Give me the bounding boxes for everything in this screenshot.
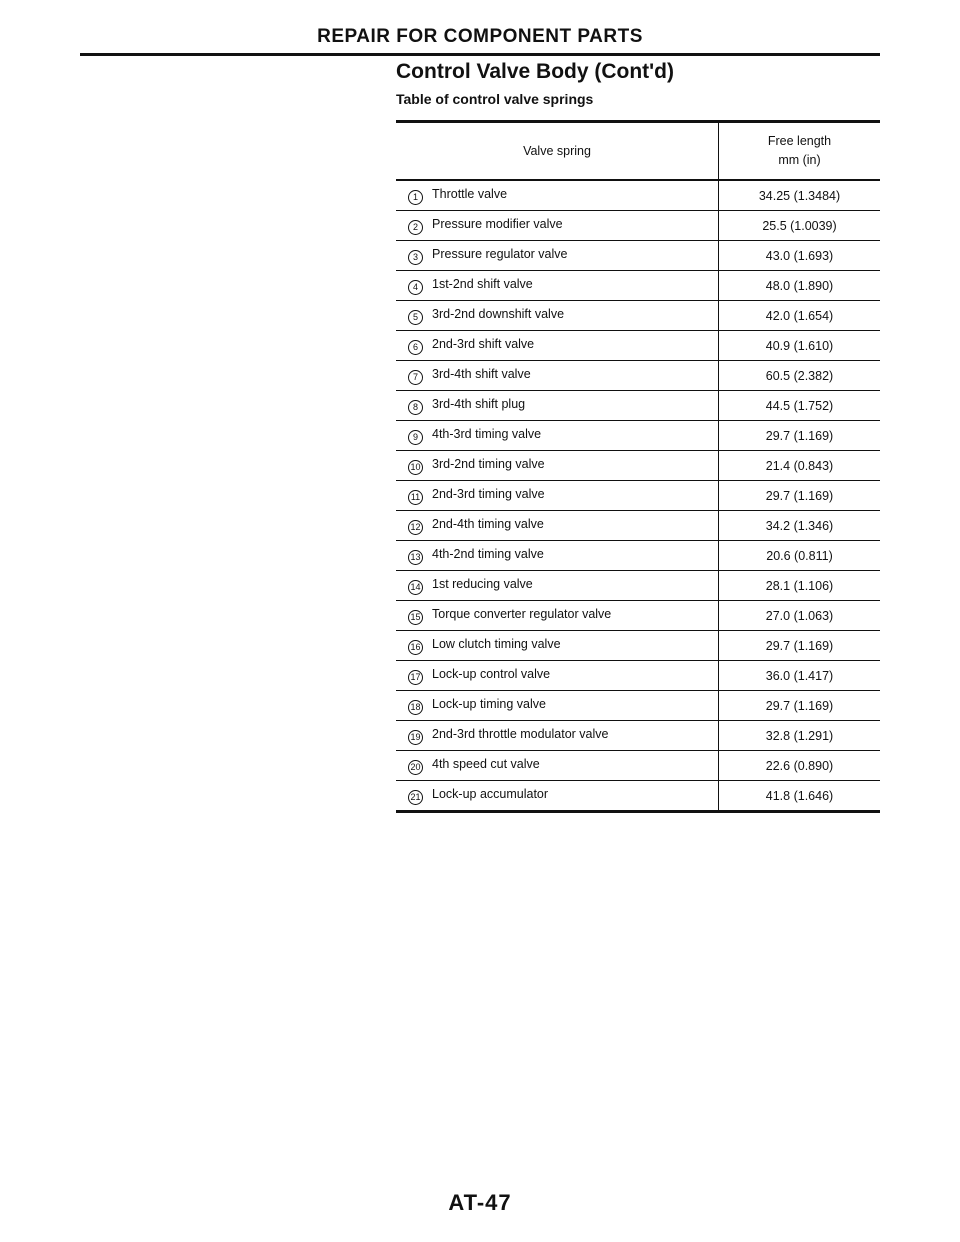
valve-spring-cell — [396, 481, 719, 511]
table-row — [396, 661, 880, 691]
valve-spring-name: 3rd-4th shift plug — [432, 396, 526, 411]
item-number-icon: 3 — [408, 250, 423, 265]
page-header: REPAIR FOR COMPONENT PARTS — [317, 26, 643, 47]
free-length-cell: 27.0 (1.063) — [719, 601, 881, 631]
item-number-icon: 1 — [408, 190, 423, 205]
valve-spring-cell — [396, 781, 719, 812]
table-row — [396, 601, 880, 631]
valve-spring-cell — [396, 361, 719, 391]
table-row — [396, 751, 880, 781]
free-length-cell: 21.4 (0.843) — [719, 451, 881, 481]
valve-spring-name: Lock-up timing valve — [432, 696, 546, 711]
valve-spring-cell — [396, 241, 719, 271]
valve-spring-name: 4th speed cut valve — [432, 756, 540, 771]
free-length-cell: 34.25 (1.3484) — [758, 188, 841, 203]
item-number-icon: 14 — [408, 580, 423, 595]
valve-spring-cell — [396, 661, 719, 691]
valve-spring-name: Throttle valve — [432, 186, 508, 201]
item-number-icon: 4 — [408, 280, 423, 295]
valve-spring-name: 3rd-2nd timing valve — [432, 456, 545, 471]
table-row — [396, 301, 880, 331]
item-number-icon: 21 — [408, 790, 423, 805]
item-number-icon: 10 — [408, 460, 423, 475]
free-length-cell: 60.5 (2.382) — [719, 361, 881, 391]
valve-spring-name: Low clutch timing valve — [432, 636, 561, 651]
valve-spring-name: Pressure modifier valve — [432, 216, 563, 231]
table-row — [396, 331, 880, 361]
header-free-length — [719, 122, 881, 181]
valve-spring-name: Pressure regulator valve — [432, 246, 568, 261]
valve-spring-name: 2nd-3rd timing valve — [432, 486, 545, 501]
valve-spring-cell — [396, 180, 719, 211]
item-number-icon: 2 — [408, 220, 423, 235]
valve-spring-name: 3rd-2nd downshift valve — [432, 306, 565, 321]
page-number: AT-47 — [448, 1190, 512, 1215]
valve-spring-name: 1st-2nd shift valve — [432, 276, 533, 291]
valve-spring-name: 4th-2nd timing valve — [432, 546, 544, 561]
table-row — [396, 571, 880, 601]
item-number-icon: 8 — [408, 400, 423, 415]
item-number-icon: 17 — [408, 670, 423, 685]
free-length-cell: 29.7 (1.169) — [719, 421, 881, 451]
valve-spring-name: Lock-up control valve — [432, 666, 551, 681]
table-row — [396, 180, 880, 211]
table-body — [396, 180, 880, 812]
free-length-cell: 29.7 (1.169) — [719, 691, 881, 721]
free-length-cell: 34.2 (1.346) — [719, 511, 881, 541]
item-number-icon: 5 — [408, 310, 423, 325]
item-number-icon: 18 — [408, 700, 423, 715]
valve-spring-name: 2nd-4th timing valve — [432, 516, 544, 531]
table-row — [396, 271, 880, 301]
free-length-cell: 28.1 (1.106) — [719, 571, 881, 601]
valve-spring-table — [396, 120, 880, 813]
table-row — [396, 421, 880, 451]
header-free-length-unit: mm (in) — [778, 153, 821, 167]
valve-spring-cell — [396, 301, 719, 331]
item-number-icon: 20 — [408, 760, 423, 775]
free-length-cell: 25.5 (1.0039) — [719, 211, 881, 241]
valve-spring-cell — [396, 331, 719, 361]
free-length-cell: 44.5 (1.752) — [719, 391, 881, 421]
item-number-icon: 16 — [408, 640, 423, 655]
valve-spring-cell — [396, 421, 719, 451]
item-number-icon: 9 — [408, 430, 423, 445]
valve-spring-cell — [396, 511, 719, 541]
valve-spring-cell — [396, 391, 719, 421]
valve-spring-cell — [396, 451, 719, 481]
free-length-cell: 29.7 (1.169) — [719, 631, 881, 661]
item-number-icon: 13 — [408, 550, 423, 565]
table-row — [396, 481, 880, 511]
free-length-cell: 40.9 (1.610) — [719, 331, 881, 361]
free-length-cell: 22.6 (0.890) — [719, 751, 881, 781]
item-number-icon: 11 — [408, 490, 423, 505]
table-row — [396, 691, 880, 721]
valve-spring-name: Lock-up accumulator — [432, 786, 549, 801]
table-row — [396, 391, 880, 421]
table-row — [396, 781, 880, 812]
item-number-icon: 15 — [408, 610, 423, 625]
free-length-cell: 43.0 (1.693) — [719, 241, 881, 271]
header-valve-spring: Valve spring — [396, 122, 719, 181]
valve-spring-cell — [396, 571, 719, 601]
table-row — [396, 241, 880, 271]
valve-spring-cell — [396, 751, 719, 781]
valve-spring-name: Torque converter regulator valve — [432, 606, 612, 621]
item-number-icon: 6 — [408, 340, 423, 355]
valve-spring-name: 4th-3rd timing valve — [432, 426, 542, 441]
free-length-cell: 36.0 (1.417) — [719, 661, 881, 691]
free-length-cell: 20.6 (0.811) — [719, 541, 881, 571]
free-length-cell: 32.8 (1.291) — [719, 721, 881, 751]
header-free-length-label: Free length — [767, 134, 832, 148]
free-length-cell: 41.8 (1.646) — [719, 781, 881, 812]
valve-spring-cell — [396, 541, 719, 571]
valve-spring-name: 3rd-4th shift valve — [432, 366, 531, 381]
valve-spring-cell — [396, 211, 719, 241]
item-number-icon: 12 — [408, 520, 423, 535]
table-caption: Table of control valve springs — [396, 91, 594, 107]
valve-spring-cell — [396, 601, 719, 631]
free-length-cell: 48.0 (1.890) — [719, 271, 881, 301]
table-row — [396, 631, 880, 661]
table-row — [396, 511, 880, 541]
valve-spring-cell — [396, 691, 719, 721]
table-header-row — [396, 122, 880, 181]
table-row — [396, 361, 880, 391]
valve-spring-name: 2nd-3rd throttle modulator valve — [432, 726, 609, 741]
table-row — [396, 211, 880, 241]
table-row — [396, 451, 880, 481]
table-row — [396, 721, 880, 751]
section-title: Control Valve Body (Cont'd) — [396, 60, 674, 83]
item-number-icon: 7 — [408, 370, 423, 385]
table-row — [396, 541, 880, 571]
free-length-cell: 42.0 (1.654) — [719, 301, 881, 331]
valve-spring-name: 2nd-3rd shift valve — [432, 336, 535, 351]
valve-spring-name: 1st reducing valve — [432, 576, 533, 591]
free-length-cell: 29.7 (1.169) — [719, 481, 881, 511]
valve-spring-cell — [396, 631, 719, 661]
header-rule — [80, 53, 880, 56]
valve-spring-cell — [396, 721, 719, 751]
item-number-icon: 19 — [408, 730, 423, 745]
valve-spring-cell — [396, 271, 719, 301]
